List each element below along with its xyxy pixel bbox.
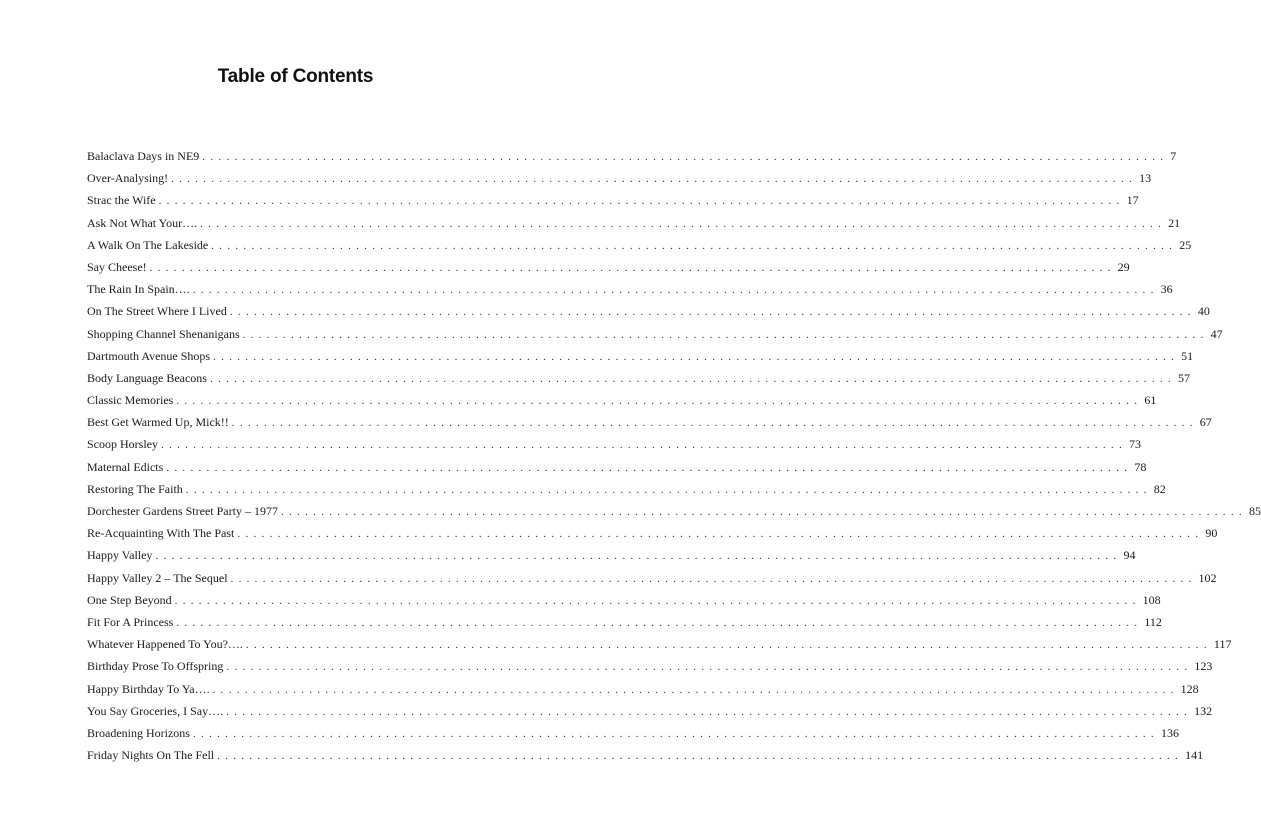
toc-entry[interactable] [87,169,1152,191]
dot-leader: ........................................................................................................................ [211,239,1178,252]
toc-entry-title: Scoop Horsley [87,437,158,452]
toc-entry-title: Dartmouth Avenue Shops [87,348,211,363]
dot-leader: ........................................................................................................................ [229,306,1196,319]
dot-leader: ........................................................................................................................ [226,705,1193,718]
toc-page-number: 21 [1168,215,1181,230]
toc-entry[interactable] [87,325,1223,347]
toc-entry[interactable] [87,191,1139,213]
dot-leader: ........................................................................................................................ [237,528,1204,541]
toc-page-number: 51 [1181,348,1194,363]
toc-entry-title: Classic Memories [87,393,174,408]
toc-entry-title: Happy Valley [87,548,153,563]
dot-leader: ........................................................................................................................ [280,506,1247,518]
dot-leader: ........................................................................................................................ [192,727,1159,740]
toc-page-number: 108 [1142,592,1161,607]
dot-leader: ........................................................................................................................ [230,572,1197,585]
dot-leader: ........................................................................................................................ [158,195,1125,208]
dot-leader: ........................................................................................................................ [242,328,1209,341]
dot-leader: ........................................................................................................................ [171,173,1138,186]
toc-page-number: 73 [1129,437,1141,452]
toc-entry[interactable] [87,724,1179,746]
toc-page-number: 90 [1205,526,1218,541]
dot-leader: ........................................................................................................................ [231,417,1198,430]
dot-leader: ........................................................................................................................ [200,217,1167,230]
dot-leader: ........................................................................................................................ [202,151,1169,163]
toc-entry-title: Best Get Warmed Up, Mick!! [87,415,229,430]
toc-entry-title: Strac the Wife [87,193,156,208]
toc-entry-title: Happy Valley 2 – The Sequel [87,570,228,585]
toc-entry[interactable] [87,480,1166,502]
toc-entry[interactable] [87,524,1218,546]
toc-entry[interactable] [87,591,1161,613]
dot-leader: ........................................................................................................................ [149,261,1116,274]
toc-entry-title: Over-Analysing! [87,171,169,186]
toc-page-number: 141 [1185,748,1204,763]
toc-entry[interactable] [87,391,1157,413]
dot-leader: ........................................................................................................................ [217,750,1184,763]
toc-page-number: 47 [1210,326,1223,341]
toc-entry[interactable] [87,435,1141,457]
toc-page-number: 67 [1199,415,1212,430]
toc-entry[interactable] [87,236,1192,258]
toc-page-number: 123 [1194,659,1213,674]
toc-entry-title: Birthday Prose To Offspring [87,659,224,674]
dot-leader: ........................................................................................................................ [174,594,1141,607]
dot-leader: ........................................................................................................................ [155,550,1122,563]
toc-page-number: 136 [1160,725,1179,740]
toc-entry-title: Balaclava Days in NE9 [87,149,200,163]
toc-page-number: 13 [1139,171,1152,186]
dot-leader: ........................................................................................................................ [166,461,1133,474]
dot-leader: ........................................................................................................................ [213,350,1180,363]
toc-page-number: 78 [1134,459,1147,474]
toc-entry[interactable] [87,613,1162,635]
toc-entry[interactable] [87,680,1199,702]
toc-entry-title: Restoring The Faith [87,481,183,496]
toc-page-number: 112 [1144,614,1162,629]
toc-entry-title: Fit For A Princess [87,614,174,629]
dot-leader: ........................................................................................................................ [161,439,1127,452]
toc-entry-title: The Rain In Spain…. [87,282,190,297]
toc-page-number: 17 [1126,193,1139,208]
toc-entry[interactable] [87,347,1194,369]
toc-entry-title: Body Language Beacons [87,370,207,385]
toc-entry-title: Say Cheese! [87,259,147,274]
toc-entry[interactable] [87,635,1232,657]
toc-page-number: 57 [1177,370,1190,385]
dot-leader: ........................................................................................................................ [176,616,1143,629]
toc-page-number: 29 [1117,259,1130,274]
toc-page-number: 25 [1179,237,1192,252]
toc-page-number: 61 [1144,393,1157,408]
toc-entry-title: Friday Nights On The Fell [87,748,215,763]
dot-leader: ........................................................................................................................ [212,683,1179,696]
dot-leader: ........................................................................................................................ [245,639,1212,652]
toc-page-number: 128 [1180,681,1199,696]
toc-entry-title: On The Street Where I Lived [87,304,227,319]
toc-entry[interactable] [87,258,1130,280]
toc-entry-title: Shopping Channel Shenanigans [87,326,240,341]
dot-leader: ........................................................................................................................ [185,483,1152,496]
dot-leader: ........................................................................................................................ [209,372,1176,385]
toc-entry[interactable] [87,369,1190,391]
toc-entry-title: Re-Acquainting With The Past [87,526,235,541]
toc-entry-title: Broadening Horizons [87,725,190,740]
toc-page-number: 36 [1160,282,1173,297]
toc-entry-title: Whatever Happened To You?…. [87,637,243,652]
toc-page-number: 85 [1248,504,1261,518]
dot-leader: ........................................................................................................................ [226,661,1193,674]
toc-entry-title: Happy Birthday To Ya…. [87,681,210,696]
toc-entry-title: One Step Beyond [87,592,172,607]
toc-page-number: 82 [1153,481,1166,496]
toc-entry-title: A Walk On The Lakeside [87,237,209,252]
toc-page-number: 94 [1123,548,1136,563]
page-title: Table of Contents [217,66,374,87]
toc-page-number: 40 [1197,304,1210,319]
toc-entry[interactable] [87,214,1181,236]
toc-entry[interactable] [87,657,1213,679]
toc-page-number: 117 [1213,637,1232,652]
dot-leader: ........................................................................................................................ [192,284,1159,297]
toc-entry[interactable] [87,413,1212,435]
toc-entry[interactable] [87,147,1177,169]
dot-leader: ........................................................................................................................ [176,395,1143,408]
toc-entry[interactable] [87,458,1147,480]
toc-list [87,147,1261,768]
toc-entry-title: You Say Groceries, I Say…. [87,703,224,718]
toc-page-number: 102 [1198,570,1217,585]
toc-entry[interactable] [87,746,1204,768]
toc-entry[interactable] [87,569,1217,591]
toc-entry[interactable] [87,502,1261,524]
toc-entry[interactable] [87,302,1210,324]
toc-entry-title: Ask Not What Your…. [87,215,198,230]
toc-entry[interactable] [87,702,1213,724]
toc-entry-title: Dorchester Gardens Street Party – 1977 [87,504,278,518]
toc-entry[interactable] [87,280,1173,302]
toc-entry[interactable] [87,546,1136,568]
toc-entry-title: Maternal Edicts [87,459,164,474]
toc-page-number: 132 [1194,703,1213,718]
toc-page-number: 7 [1170,149,1177,163]
